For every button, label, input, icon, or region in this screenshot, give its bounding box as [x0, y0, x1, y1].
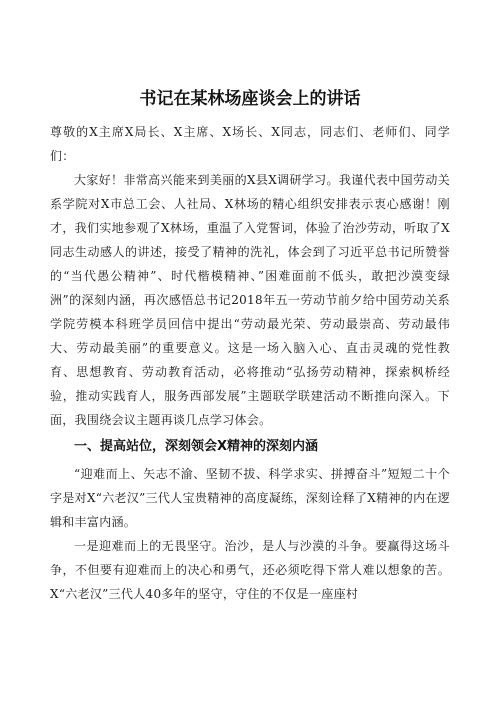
section-heading-1: 一、提高站位，深刻领会X精神的深刻内涵 — [74, 439, 319, 454]
body-paragraph-3: 一是迎难而上的无畏坚守。治沙，是人与沙漠的斗争。要赢得这场斗争，不但要有迎难而上的决心和勇气，还必须吃得下常人难以想象的苦。X“六老汉”三代人40多年的坚守，守住的不仅是一座座村 — [50, 539, 450, 601]
document-title: 书记在某林场座谈会上的讲话 — [139, 89, 361, 109]
salutation: 尊敬的X主席X局长、X主席、X场长、X同志，同志们、老师们、同学们： — [50, 125, 450, 163]
body-paragraph-2: “迎难而上、矢志不渝、坚韧不拔、科学求实、拼搏奋斗”短短二十个字是对X“六老汉”三代人宝贵精神的高度凝练，深刻诠释了X精神的内在逻辑和丰富内涵。 — [50, 467, 450, 529]
intro-paragraph: 大家好！非常高兴能来到美丽的X县X调研学习。我谨代表中国劳动关系学院对X市总工会、人社局、X林场的精心组织安排表示衷心感谢！刚才，我们实地参观了X林场，重温了入党誓词，体验了治沙劳动，听取了X同志生动感人的讲述，接受了精神的洗礼，体会到了习近平总书记所赞誉的“当代愚公精神”、时代楷模精神、”困难面前不低头，敢把沙漠变绿洲”的深刻内涵，再次感悟总书记2018年五一劳动节前夕给中国劳动关系学院劳模本科班学员回信中提出“劳动最光荣、劳动最崇高、劳动最伟大、劳动最美丽”的重要意义。这是一场入脑入心、直击灵魂的党性教育、思想教育、劳动教育活动，必将推动“弘扬劳动精神，探索枫桥经验，推动实践育人，服务西部发展”主题联学联建活动不断推向深入。下面，我围绕会议主题再谈几点学习体会。 — [50, 173, 450, 427]
